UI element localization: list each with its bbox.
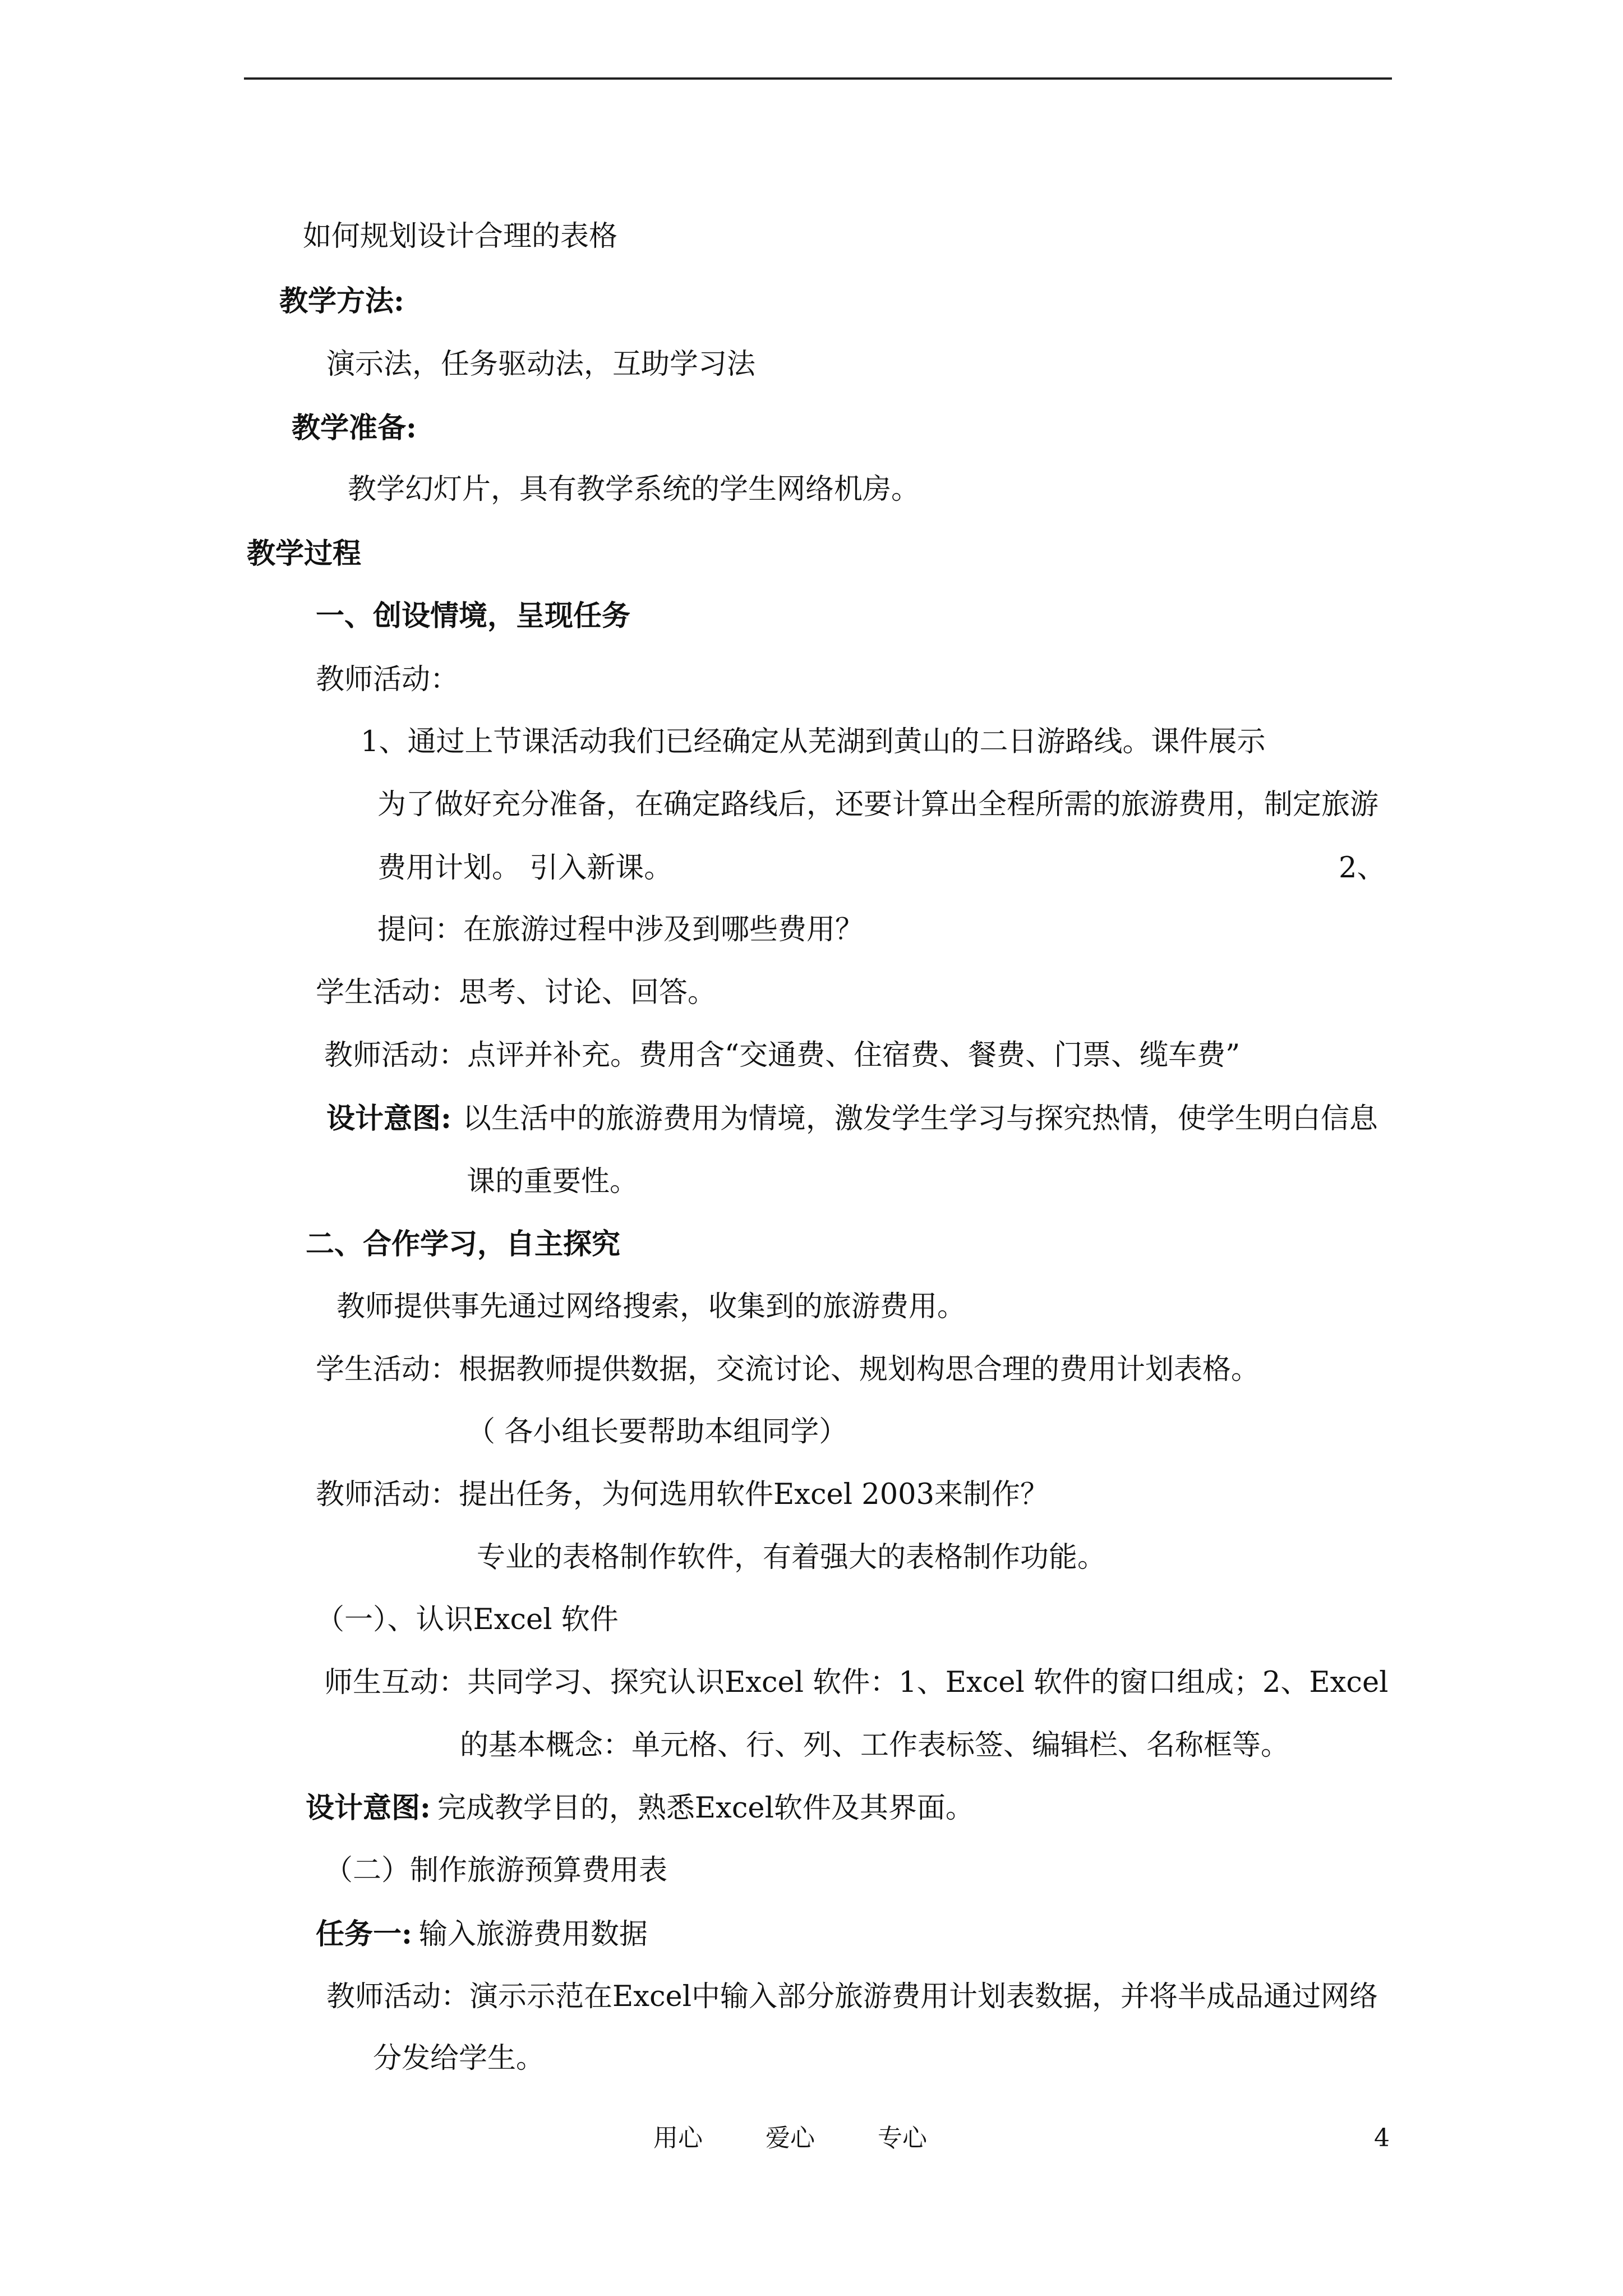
doc-line: 教学幻灯片，具有教学系统的学生网络机房。: [348, 473, 920, 506]
page-number: 4: [1374, 2124, 1390, 2152]
section-heading: [316, 1917, 648, 1952]
doc-line: 教师活动：演示示范在Excel中输入部分旅游费用计划表数据，并将半成品通过网络: [326, 1980, 1378, 2013]
doc-line: 2、: [1339, 852, 1386, 885]
doc-line: 费用计划。 引入新课。: [377, 852, 673, 885]
section-heading: [326, 1102, 1378, 1136]
section-heading: [306, 1791, 974, 1825]
doc-line: 提问：在旅游过程中涉及到哪些费用？: [377, 913, 864, 946]
heading-label: 设计意图:: [326, 1102, 451, 1135]
heading-label: 教学过程: [247, 537, 362, 570]
doc-line: 为了做好充分准备，在确定路线后，还要计算出全程所需的旅游费用，制定旅游: [377, 788, 1379, 821]
doc-line: 专业的表格制作软件，有着强大的表格制作功能。: [477, 1541, 1106, 1574]
heading-label: 教学方法:: [279, 284, 404, 318]
doc-line: 学生活动：思考、讨论、回答。: [316, 976, 717, 1009]
heading-label: 二、合作学习，自主探究: [306, 1227, 621, 1261]
heading-label: 教学准备:: [292, 411, 417, 445]
section-heading: [247, 537, 361, 571]
heading-label: 设计意图:: [306, 1791, 431, 1825]
section-heading: [306, 1227, 620, 1262]
doc-line: 教师活动：: [316, 663, 459, 696]
heading-label: 一、创设情境，呈现任务: [316, 599, 631, 633]
doc-line: 演示法，任务驱动法，互助学习法: [326, 348, 756, 381]
footer-motto-1: 用心: [653, 2124, 703, 2152]
section-heading: [316, 599, 630, 633]
doc-line: 教师活动：提出任务，为何选用软件Excel 2003来制作？: [316, 1478, 1049, 1511]
heading-text: 以生活中的旅游费用为情境，激发学生学习与探究热情，使学生明白信息: [462, 1102, 1378, 1135]
heading-text: 输入旅游费用数据: [418, 1918, 648, 1951]
section-heading: [292, 411, 417, 445]
doc-line: 课的重要性。: [467, 1165, 639, 1198]
doc-line: 如何规划设计合理的表格: [303, 220, 618, 253]
doc-line: （二）制作旅游预算费用表: [324, 1854, 668, 1887]
doc-line: 分发给学生。: [373, 2042, 545, 2075]
heading-text: 完成教学目的，熟悉Excel软件及其界面。: [437, 1792, 974, 1825]
doc-line: 师生互动：共同学习、探究认识Excel 软件：1、Excel 软件的窗口组成；2、Excel: [324, 1666, 1389, 1699]
doc-line: 学生活动：根据教师提供数据，交流讨论、规划构思合理的费用计划表格。: [316, 1353, 1260, 1386]
doc-line: 的基本概念：单元格、行、列、工作表标签、编辑栏、名称框等。: [460, 1729, 1290, 1762]
header-rule: [244, 77, 1392, 80]
doc-line: （ 各小组长要帮助本组同学）: [467, 1415, 848, 1448]
footer-motto-3: 专心: [878, 2124, 927, 2152]
doc-line: 1、通过上节课活动我们已经确定从芜湖到黄山的二日游路线。课件展示: [361, 725, 1266, 758]
heading-label: 任务一:: [316, 1917, 412, 1951]
doc-line: 教师提供事先通过网络搜索，收集到的旅游费用。: [336, 1290, 966, 1323]
section-heading: [279, 284, 404, 319]
doc-line: 教师活动：点评并补充。费用含“交通费、住宿费、餐费、门票、缆车费”: [324, 1039, 1241, 1072]
doc-line: （一）、认识Excel 软件: [316, 1603, 619, 1636]
footer-motto-2: 爱心: [766, 2124, 815, 2152]
